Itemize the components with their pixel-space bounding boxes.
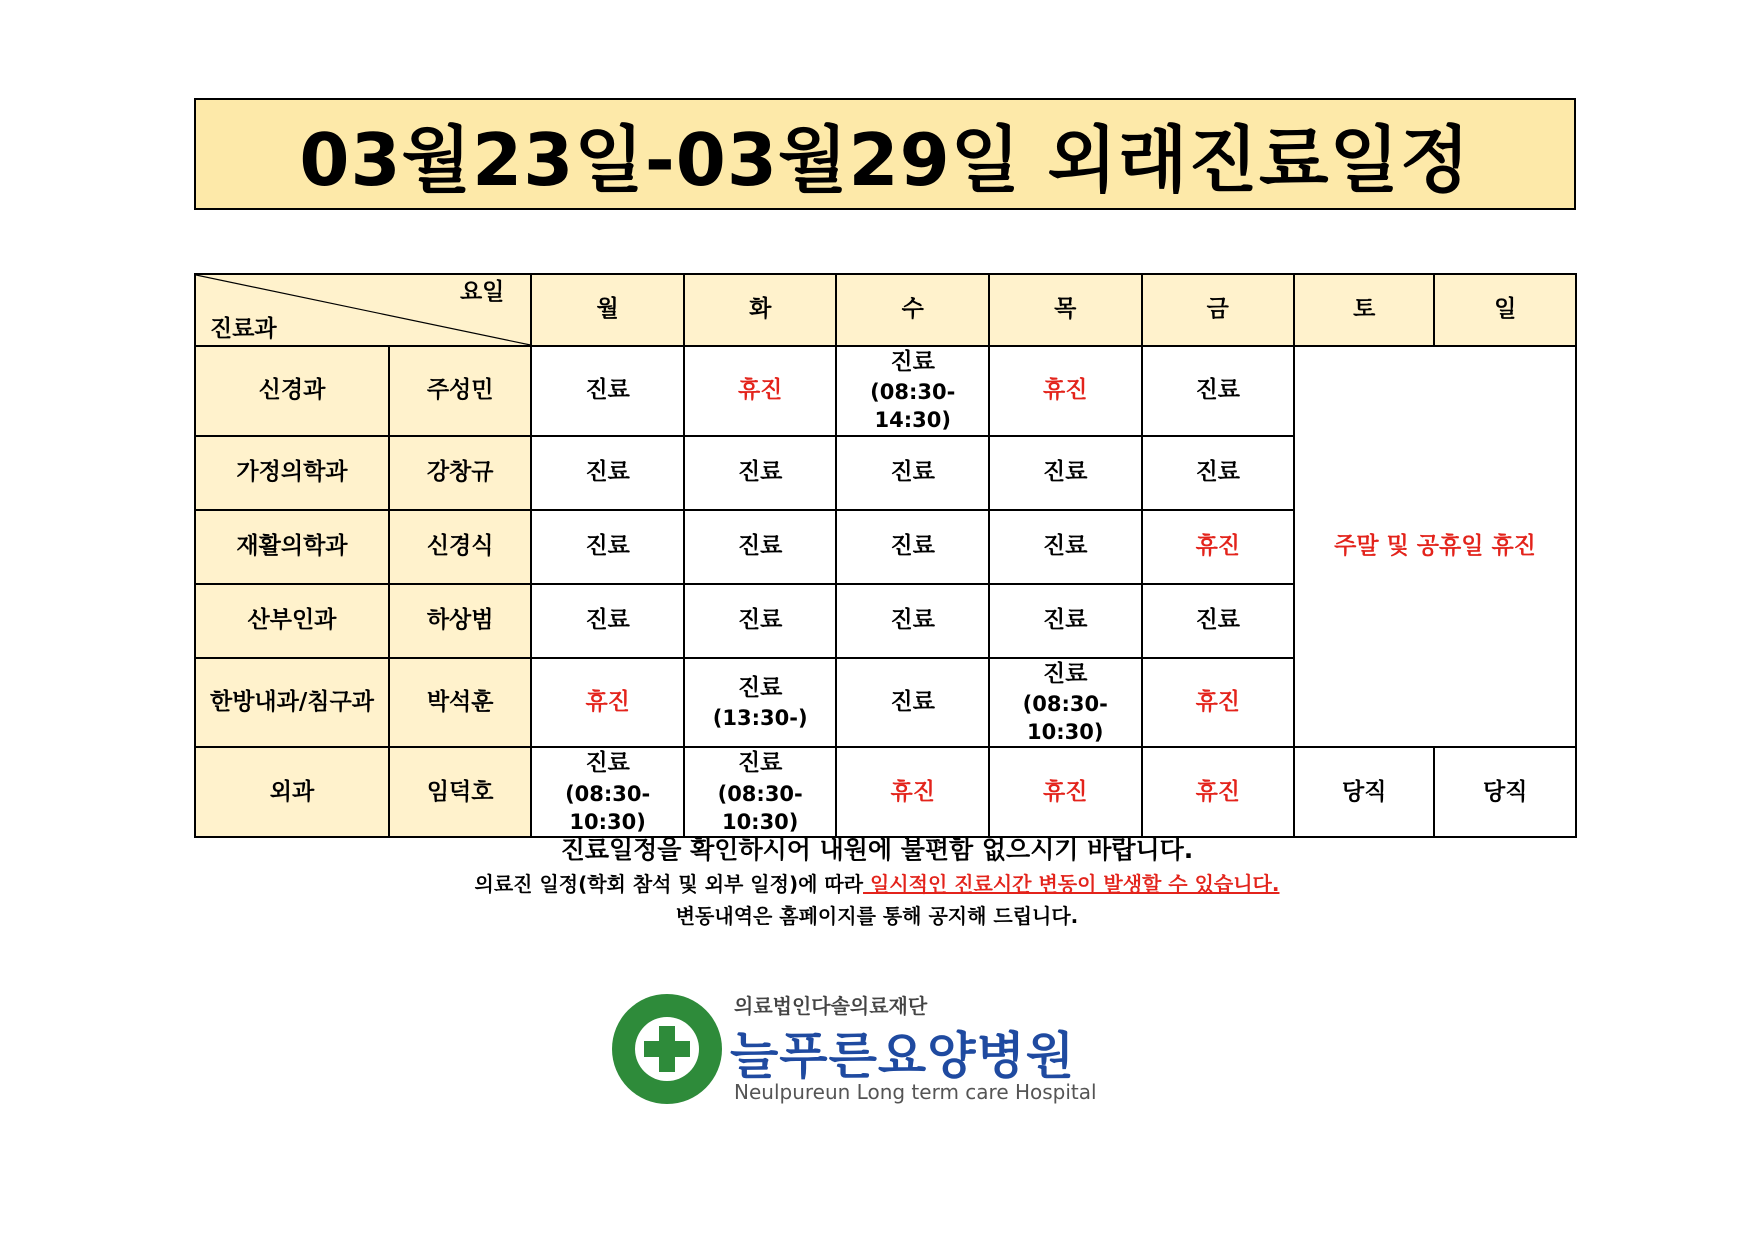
status-text: 진료: [737, 533, 783, 560]
schedule-cell: [1142, 510, 1295, 584]
schedule-cell: [684, 436, 837, 510]
day-header-fri: 금: [1142, 274, 1295, 346]
doctor-cell: 임덕호: [389, 747, 531, 837]
status-text: 진료: [585, 607, 630, 634]
table-row: [195, 346, 1576, 436]
hours-text: (08:30-14:30): [870, 380, 956, 433]
schedule-cell: [531, 510, 684, 584]
schedule-cell: [836, 584, 989, 658]
schedule-cell: [836, 747, 989, 837]
status-text: 진료: [585, 750, 630, 777]
schedule-cell: [989, 747, 1142, 837]
status-text: 진료: [890, 607, 935, 634]
schedule-cell: [1142, 346, 1295, 436]
table-row: [195, 747, 1576, 837]
schedule-cell: [684, 346, 837, 436]
status-text: 진료: [737, 607, 783, 634]
status-text: 휴진: [1195, 689, 1240, 716]
status-text: 휴진: [1195, 533, 1240, 560]
schedule-cell: [1142, 436, 1295, 510]
status-text: 진료: [1195, 607, 1240, 634]
dept-cell: 외과: [195, 747, 389, 837]
hours-text: (08:30-10:30): [1022, 691, 1108, 745]
schedule-cell: [531, 584, 684, 658]
day-header-sun: 일: [1434, 274, 1576, 346]
status-text: 진료: [585, 459, 630, 486]
schedule-cell: [684, 584, 837, 658]
day-header-sat: 토: [1294, 274, 1434, 346]
day-header-mon: 월: [531, 274, 684, 346]
day-header-thu: 목: [989, 274, 1142, 346]
status-text: 진료: [585, 377, 630, 404]
notice-main: 진료일정을 확인하시어 내원에 불편함 없으시기 바랍니다.: [560, 835, 1194, 864]
notice-homepage: 변동내역은 홈페이지를 통해 공지해 드립니다.: [675, 904, 1079, 928]
dept-cell: 재활의학과: [195, 510, 389, 584]
dept-cell: 한방내과/침구과: [195, 658, 389, 748]
corner-day-label: 요일: [459, 279, 505, 305]
day-header-wed: 수: [836, 274, 989, 346]
notice-change-prefix: 의료진 일정(학회 참석 및 외부 일정)에 따라: [474, 872, 864, 896]
doctor-cell: 강창규: [389, 436, 531, 510]
weekend-duty-cell: 당직: [1294, 747, 1434, 837]
schedule-cell: [684, 658, 837, 748]
hospital-logo: [612, 990, 1112, 1110]
logo-foundation: 의료법인다솔의료재단: [734, 994, 928, 1018]
status-text: 진료: [737, 750, 783, 777]
status-text: 진료: [1043, 607, 1088, 634]
schedule-cell: [836, 658, 989, 748]
doctor-cell: 주성민: [389, 346, 531, 436]
dept-cell: 산부인과: [195, 584, 389, 658]
logo-emblem-icon: [612, 994, 722, 1104]
status-text: 진료: [737, 674, 783, 701]
schedule-cell: [836, 436, 989, 510]
schedule-cell: [989, 346, 1142, 436]
schedule-table: [194, 273, 1577, 838]
schedule-cell: [836, 510, 989, 584]
hours-text: (08:30-10:30): [717, 781, 803, 834]
schedule-cell: [684, 510, 837, 584]
header-row: [195, 274, 1576, 346]
schedule-cell: [989, 510, 1142, 584]
page-title: 03월23일-03월29일 외래진료일정: [299, 118, 1471, 202]
schedule-cell: [1142, 747, 1295, 837]
logo-name-en: Neulpureun Long term care Hospital: [734, 1080, 1097, 1104]
doctor-cell: 박석훈: [389, 658, 531, 748]
schedule-cell: [989, 584, 1142, 658]
status-text: 진료: [1195, 377, 1240, 404]
hours-text: (08:30-10:30): [565, 781, 651, 834]
status-text: 휴진: [1043, 377, 1088, 404]
weekend-note: 주말 및 공휴일 휴진: [1294, 346, 1576, 747]
doctor-cell: 하상범: [389, 584, 531, 658]
status-text: 진료: [890, 689, 935, 716]
title-banner: [194, 98, 1576, 210]
schedule-cell: [1142, 658, 1295, 748]
weekend-duty-cell: 당직: [1434, 747, 1576, 837]
dept-cell: 가정의학과: [195, 436, 389, 510]
schedule-cell: [531, 436, 684, 510]
status-text: 진료: [737, 459, 783, 486]
corner-dept-label: 진료과: [210, 315, 277, 342]
status-text: 진료: [585, 533, 630, 560]
schedule-cell: [531, 658, 684, 748]
status-text: 휴진: [585, 689, 630, 716]
status-text: 진료: [1043, 533, 1088, 560]
status-text: 휴진: [737, 377, 783, 404]
notice-change-highlight: 일시적인 진료시간 변동이 발생할 수 있습니다.: [863, 872, 1280, 896]
status-text: 진료: [1195, 459, 1240, 486]
schedule-cell: [531, 747, 684, 837]
status-text: 휴진: [1195, 778, 1240, 805]
hours-text: (13:30-): [712, 705, 808, 730]
logo-name-ko: 늘푸른요양병원: [730, 1027, 1076, 1085]
schedule-cell: [989, 436, 1142, 510]
status-text: 진료: [1043, 660, 1088, 687]
status-text: 진료: [890, 533, 935, 560]
corner-header: [195, 274, 531, 346]
green-cross-icon: [644, 1026, 690, 1072]
status-text: 휴진: [890, 778, 935, 805]
schedule-cell: [684, 747, 837, 837]
schedule-cell: [836, 346, 989, 436]
day-header-tue: 화: [684, 274, 837, 346]
notice-change: [0, 868, 1754, 897]
status-text: 진료: [890, 459, 935, 486]
schedule-cell: [989, 658, 1142, 748]
schedule-cell: [531, 346, 684, 436]
doctor-cell: 신경식: [389, 510, 531, 584]
schedule-cell: [1142, 584, 1295, 658]
status-text: 진료: [1043, 459, 1088, 486]
status-text: 진료: [890, 349, 935, 375]
dept-cell: 신경과: [195, 346, 389, 436]
status-text: 휴진: [1043, 778, 1088, 805]
